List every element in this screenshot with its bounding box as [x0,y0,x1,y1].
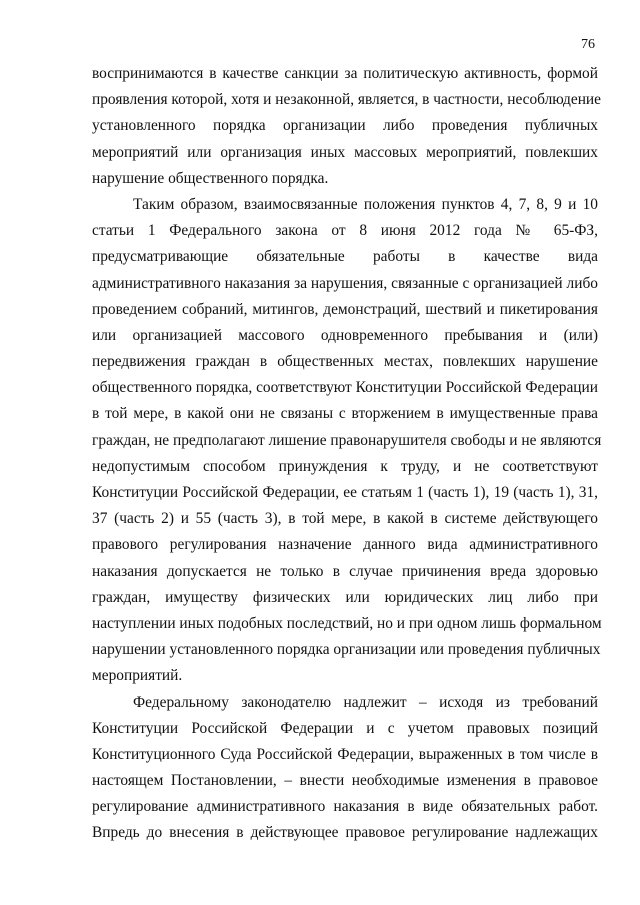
text-line: Федеральному законодателю надлежит – исходя из требований [133,693,598,711]
paragraph [92,690,598,847]
text-line: граждан, не предполагают лишение правонарушителя свободы и не являются [92,431,602,449]
text-line: установленного порядка организации либо проведения публичных [92,117,598,135]
body-text [92,61,602,847]
text-line: Конституции Российской Федерации, ее статьям 1 (часть 1), 19 (часть 1), 31, [92,484,598,501]
page-number: 76 [581,37,595,52]
text-line: административного наказания за нарушения, связанные с организацией либо [92,274,598,292]
text-line: Конституции Российской Федерации и с учетом правовых позиций [92,719,598,737]
text-line: в той мере, в какой они не связаны с вторжением в имущественные права [92,405,598,423]
text-line: нарушении установленного порядка организации или проведения публичных [92,641,601,659]
text-line: нарушение общественного порядка. [92,169,329,187]
text-line: мероприятий или организация иных массовых мероприятий, повлекших [92,143,598,161]
text-line: Конституционного Суда Российской Федерации, выраженных в том числе в [92,745,598,763]
text-line: статьи 1 Федерального закона от 8 июня 2012 года № 65-ФЗ, [92,222,598,240]
text-line: передвижения граждан в общественных местах, повлекших нарушение [92,353,598,371]
text-line: настоящем Постановлении, – внести необходимые изменения в правовое [92,772,598,790]
text-line: или организацией массового одновременного пребывания и (или) [92,326,598,344]
text-line: Таким образом, взаимосвязанные положения пунктов 4, 7, 8, 9 и 10 [133,195,598,213]
text-line: общественного порядка, соответствуют Конституции Российской Федерации [92,379,599,397]
text-line: наступлении иных подобных последствий, но и при одном лишь формальном [92,614,602,632]
text-line: воспринимаются в качестве санкции за политическую активность, формой [92,65,598,82]
text-line: проведением собраний, митингов, демонстраций, шествий и пикетирования [92,300,598,318]
text-line: недопустимым способом принуждения к труду, и не соответствуют [92,457,598,475]
text-line: правового регулирования назначение данного вида административного [92,536,598,554]
paragraph [92,61,601,192]
paragraph [92,192,602,690]
text-line: наказания допускается не только в случае причинения вреда здоровью [92,562,598,580]
text-line: Впредь до внесения в действующее правовое регулирование надлежащих [92,824,598,842]
text-line: проявления которой, хотя и незаконной, является, в частности, несоблюдение [92,91,601,109]
text-line: предусматривающие обязательные работы в качестве вида [92,248,598,266]
text-line: граждан, имуществу физических или юридических лиц либо при [92,588,598,606]
text-line: мероприятий. [92,667,183,685]
text-line: регулирование административного наказания в виде обязательных работ. [92,798,598,816]
text-line: 37 (часть 2) и 55 (часть 3), в той мере, в какой в системе действующего [92,510,598,528]
